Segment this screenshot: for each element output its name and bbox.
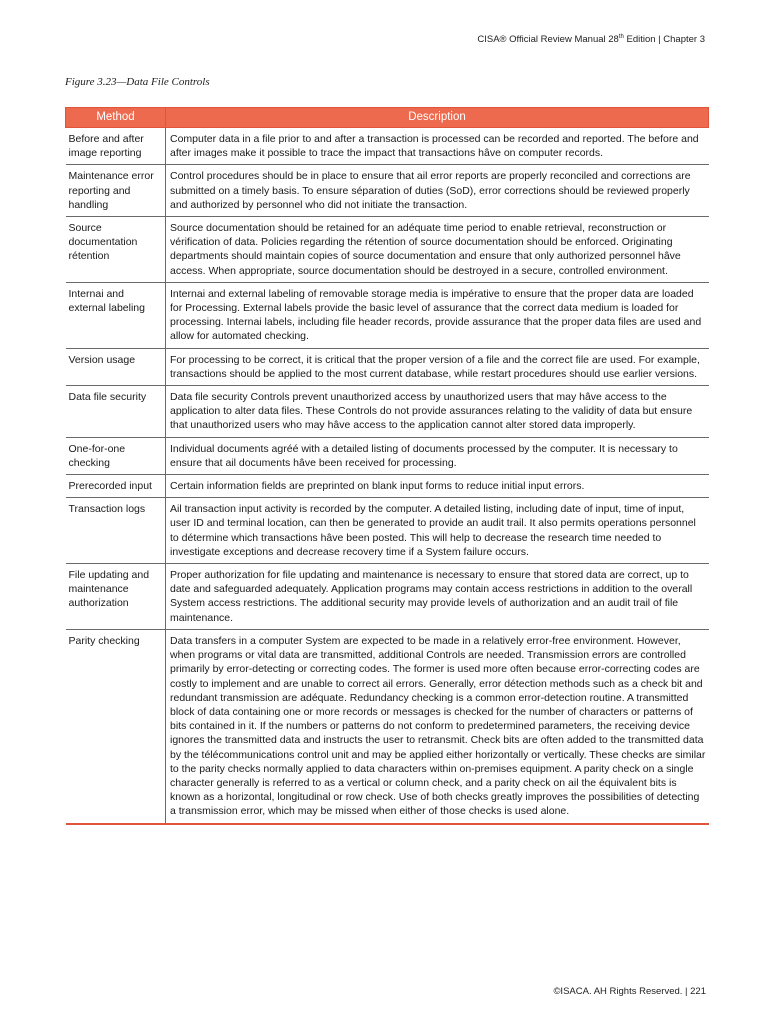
method-cell: Data file security — [66, 386, 166, 438]
table-row — [66, 498, 709, 564]
running-head-main: CISA® Official Review Manual 28 — [477, 34, 619, 46]
description-cell: Individual documents agréé with a detailed listing of documents processed by the computer. It is necessary to ensure that ail documents hâve been received for processing. — [166, 437, 709, 474]
description-cell: Ail transaction input activity is recorded by the computer. A detailed listing, including date of input, time of input, user ID and terminal location, can then be generated to provide an audit trail. It also permits operations personnel to détermine which transactions hâve been posted. This will help to decrease the research time needed to investigate exceptions and decrease recovery time if a System failure occurs. — [166, 498, 709, 564]
method-cell: Maintenance error reporting and handling — [66, 165, 166, 217]
edition-superscript: th — [618, 34, 624, 40]
table-header-row — [66, 108, 709, 128]
description-cell: For processing to be correct, it is critical that the proper version of a file and the correct file are used. For example, transactions should be applied to the most current database, while restart procedures should use earlier versions. — [166, 348, 709, 385]
table-row — [66, 217, 709, 283]
table-row — [66, 475, 709, 498]
table-row — [66, 348, 709, 385]
method-cell: File updating and maintenance authorization — [66, 564, 166, 630]
table-row — [66, 282, 709, 348]
method-cell: One-for-one checking — [66, 437, 166, 474]
description-cell: Computer data in a file prior to and after a transaction is processed can be recorded and reported. The before and after images make it possible to trace the impact that transactions hâve on computer records. — [166, 128, 709, 165]
figure-title: Figure 3.23—Data File Controls — [65, 76, 210, 88]
description-cell: Control procedures should be in place to ensure that ail error reports are properly reconciled and corrections are submitted on a timely basis. To ensure séparation of duties (SoD), error corrections should be reviewed properly and authorized by personnel who did not initiate the transaction. — [166, 165, 709, 217]
description-cell: Certain information fields are preprinted on blank input forms to reduce initial input errors. — [166, 475, 709, 498]
description-cell: Internai and external labeling of removable storage media is impérative to ensure that the proper data are loaded for Processing. External labels provide the basic level of assurance that the correct data medium is loaded for processing. Internai labels, including file header records, provide assurance that the proper data files are used and allow for automated checking. — [166, 282, 709, 348]
method-cell: Internai and external labeling — [66, 282, 166, 348]
description-cell: Data transfers in a computer System are expected to be made in a relatively error-free environment. However, when programs or vital data are transmitted, additional Controls are needed. Transmission errors are controlled primarily by error-detecting or correcting codes. The former is used more often because error-correcting codes are costly to implement and are unable to correct ail errors. Generally, error détection methods such as a check bit and redundant transmission are adéquate. Redundancy checking is a common error-detection routine. A transmitted block of data containing one or more records or messages is checked for the number of characters or patterns of bits contained in it. If the numbers or patterns do not conform to predetermined parameters, the receiving device ignores the transmitted data and instructs the user to retransmit. Check bits are often added to the transmitted data by the télécommunications control unit and may be applied either horizontally or vertically. These checks are similar to the parity checks normally applied to data characters within on-premises equipment. A parity check on a single character generally is referred to as a vertical or column check, and a parity check on ail the équivalent bits is known as a horizontal, longitudinal or row check. Use of both checks greatly improves the possibilities of detecting a transmission error, which may be missed when either of those checks is used alone. — [166, 629, 709, 823]
running-head-chapter: Edition | Chapter 3 — [623, 34, 705, 46]
method-cell: Prerecorded input — [66, 475, 166, 498]
column-header-description: Description — [166, 108, 709, 128]
table-row — [66, 629, 709, 823]
table-row — [66, 128, 709, 165]
table-row — [66, 437, 709, 474]
description-cell: Data file security Controls prevent unauthorized access by unauthorized users that may hâve access to the application to alter data files. These Controls do not provide assurances relating to the validity of data but ensure that unauthorized users who may hâve access to the application cannot alter stored data improperly. — [166, 386, 709, 438]
table-row — [66, 165, 709, 217]
method-cell: Version usage — [66, 348, 166, 385]
method-cell: Transaction logs — [66, 498, 166, 564]
description-cell: Proper authorization for file updating and maintenance is necessary to ensure that stored data are correct, up to date and safeguarded adequately. Application programs may contain access restrictions in addition to the overall System access restrictions. The additional security may provide levels of authorization and an audit trail of file maintenance. — [166, 564, 709, 630]
method-cell: Before and after image reporting — [66, 128, 166, 165]
table-row — [66, 564, 709, 630]
running-head — [477, 34, 705, 45]
description-cell: Source documentation should be retained for an adéquate time period to enable retrieval, reconstruction or vérification of data. Policies regarding the rétention of source documentation should be enforced. Originating departments should maintain copies of source documentation and ensure that only authorized personnel hâve access. When appropriate, source documentation should be destroyed in a secure, controlled environment. — [166, 217, 709, 283]
method-cell: Source documentation rétention — [66, 217, 166, 283]
method-cell: Parity checking — [66, 629, 166, 823]
column-header-method: Method — [66, 108, 166, 128]
table-row — [66, 386, 709, 438]
page-footer: ©ISACA. AH Rights Reserved. | 221 — [553, 986, 706, 997]
data-file-controls-table — [65, 107, 709, 825]
